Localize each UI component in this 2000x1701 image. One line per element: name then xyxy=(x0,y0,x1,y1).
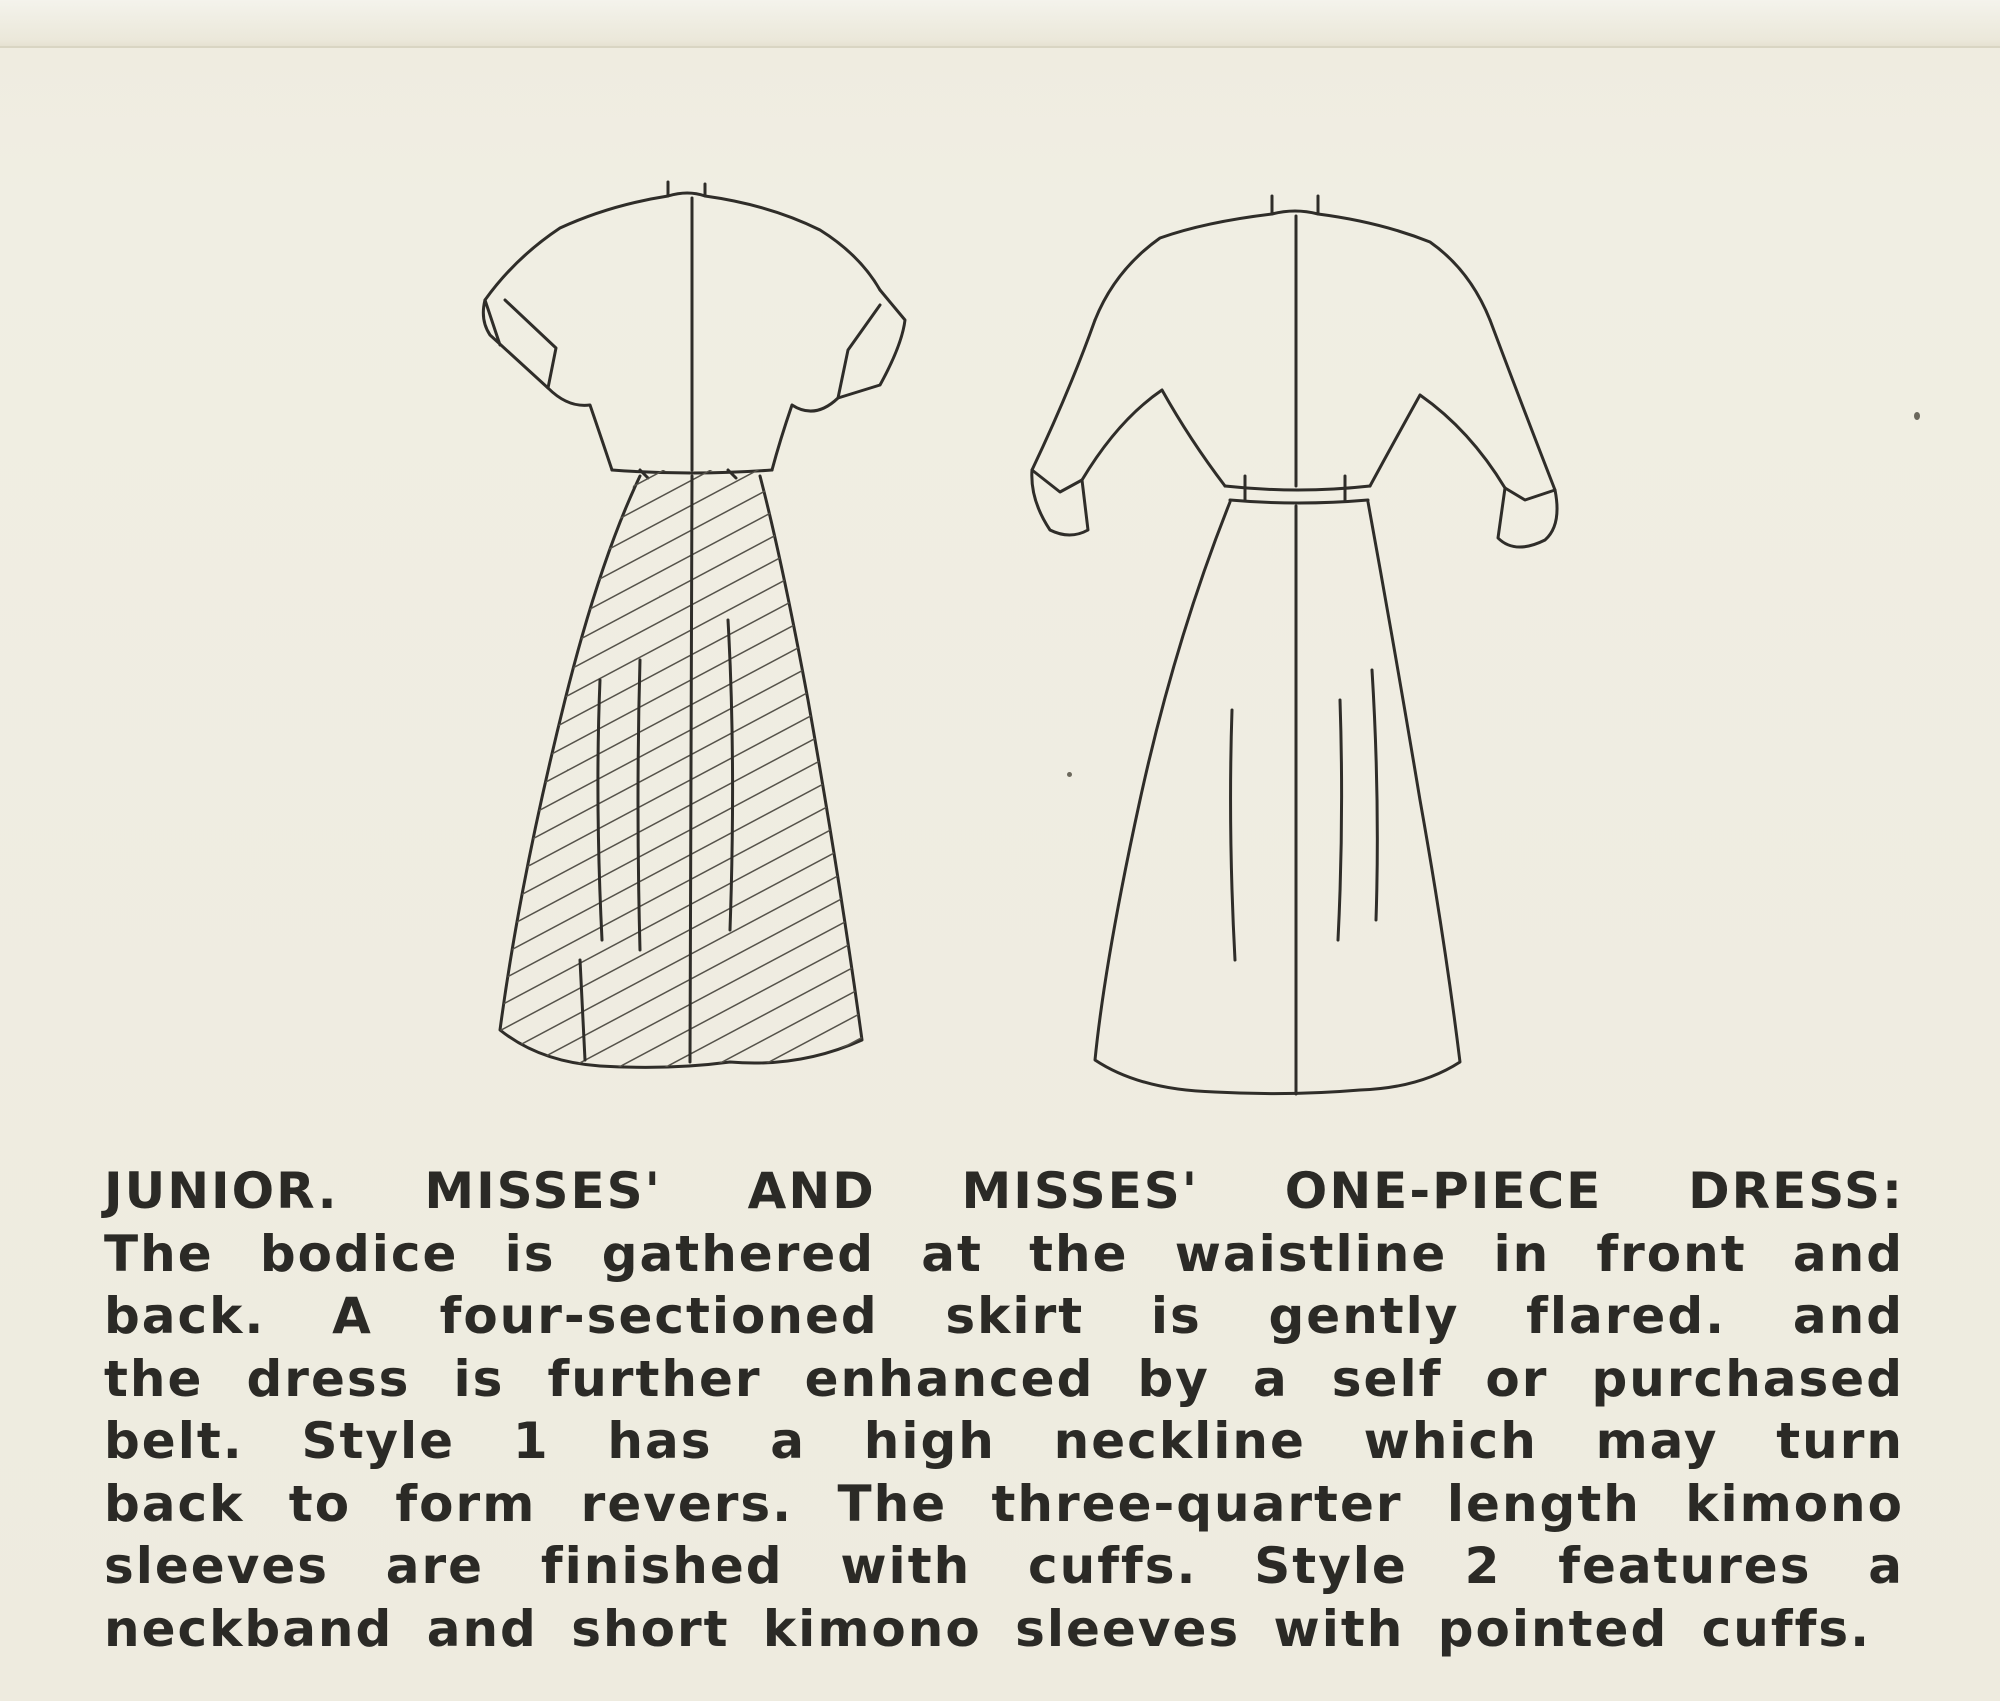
paper-speck xyxy=(1067,772,1072,777)
description-line: sleeves are finished with cuffs. Style 2 features a xyxy=(104,1537,1904,1595)
description-line: belt. Style 1 has a high neckline which may turn xyxy=(104,1412,1904,1470)
description-line: back to form revers. The three-quarter length kimono xyxy=(104,1474,1904,1533)
description-heading: JUNIOR. MISSES' AND MISSES' ONE-PIECE DRESS: xyxy=(104,1162,1904,1220)
dress-drawing-2 xyxy=(1032,196,1557,1094)
paper-speck xyxy=(1914,412,1920,420)
description-line: The bodice is gathered at the waistline in front and xyxy=(104,1224,1904,1283)
description-line: back. A four-sectioned skirt is gently flared. and xyxy=(104,1287,1904,1345)
skirt-hatching xyxy=(480,470,880,1080)
description-line: the dress is further enhanced by a self or purchased xyxy=(104,1349,1904,1408)
pattern-description xyxy=(104,1160,1904,1660)
description-line: neckband and short kimono sleeves with pointed cuffs. xyxy=(104,1599,1872,1658)
